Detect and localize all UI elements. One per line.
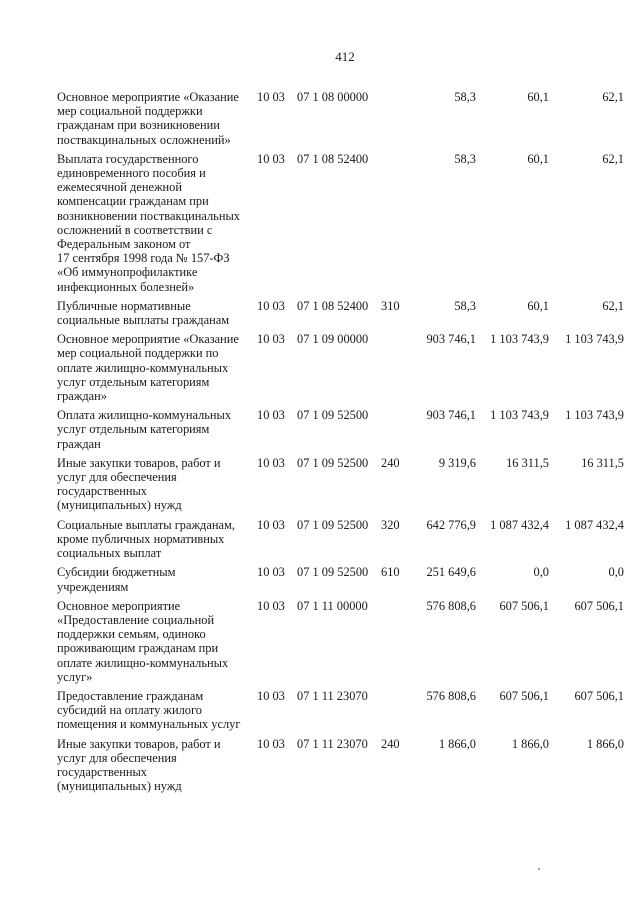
section-code: 10 03 [257,332,285,347]
section-code: 10 03 [257,565,285,580]
amount-year-3: 62,1 [602,90,624,104]
description-line: Социальные выплаты гражданам, [57,517,235,532]
section-code: 10 03 [257,151,285,166]
amount-year-2: 60,1 [527,151,549,166]
description-line: Иные закупки товаров, работ и [57,736,221,751]
description-line: Оплата жилищно-коммунальных [57,408,232,423]
description-line: социальные выплаты гражданам [57,313,230,328]
description-line: услуг для обеспечения [57,470,177,485]
amount-year-3: 1 866,0 [586,736,624,751]
amount-year-3: 0,0 [608,565,624,580]
amount-year-2: 1 103 743,9 [490,408,549,423]
description-line: Иные закупки товаров, работ и [57,455,221,470]
amount-year-2: 607 506,1 [499,688,549,703]
target-article-code: 07 1 09 52500 [297,408,369,423]
description-line: оплате жилищно-коммунальных [57,360,229,375]
description-line: Субсидии бюджетным [57,565,176,580]
row-description [57,152,257,294]
target-article-code: 07 1 08 00000 [297,90,369,104]
description-line: Публичные нормативные [57,298,191,313]
row-description [57,565,257,593]
amount-year-3: 1 087 432,4 [565,517,624,532]
description-line: инфекционных болезней» [57,279,195,294]
description-line: (муниципальных) нужд [57,779,182,794]
description-line: «Предоставление социальной [57,612,215,627]
description-line: услуг отдельным категориям [57,374,210,389]
section-code: 10 03 [257,688,285,703]
amount-year-2: 607 506,1 [499,598,549,613]
description-line: возникновении поствакцинальных [57,208,240,223]
scan-speck [538,868,540,870]
description-line: «Об иммунопрофилактике [57,265,198,280]
description-line: оплате жилищно-коммунальных [57,655,229,670]
amount-year-3: 607 506,1 [574,688,624,703]
description-line: ежемесячной денежной [57,180,182,195]
section-code: 10 03 [257,455,285,470]
amount-year-2: 1 087 432,4 [490,517,549,532]
row-description [57,518,257,561]
expense-type-code: 240 [381,455,400,470]
expense-type-code: 320 [381,517,400,532]
table-row [57,518,627,561]
description-line: гражданам при возникновении [57,118,220,133]
amount-year-1: 251 649,6 [426,565,476,580]
row-description [57,90,257,147]
amount-year-2: 1 103 743,9 [490,332,549,347]
description-line: услуг для обеспечения [57,750,177,765]
section-code: 10 03 [257,90,285,104]
table-row [57,737,627,794]
amount-year-2: 0,0 [533,565,549,580]
description-line: граждан [57,436,101,451]
description-line: компенсации гражданам при [57,194,209,209]
row-description [57,599,257,684]
row-description [57,737,257,794]
amount-year-1: 576 808,6 [426,598,476,613]
table-row [57,90,627,147]
amount-year-3: 62,1 [602,298,624,313]
section-code: 10 03 [257,298,285,313]
target-article-code: 07 1 11 00000 [297,598,368,613]
row-description [57,689,257,732]
description-line: учреждениям [57,579,129,594]
row-description [57,332,257,403]
description-line: государственных [57,484,148,499]
amount-year-3: 1 103 743,9 [565,408,624,423]
description-line: осложнений в соответствии с [57,222,213,237]
table-row [57,599,627,684]
description-line: помещения и коммунальных услуг [57,717,241,732]
page-number: 412 [335,49,355,64]
description-line: социальных выплат [57,546,162,561]
section-code: 10 03 [257,736,285,751]
description-line: единовременного пособия и [57,166,206,181]
row-description [57,299,257,327]
description-line: поствакцинальных осложнений» [57,132,231,147]
description-line: (муниципальных) нужд [57,498,182,513]
description-line: граждан» [57,389,107,404]
table-row [57,456,627,513]
target-article-code: 07 1 09 52500 [297,455,369,470]
amount-year-1: 9 319,6 [438,455,476,470]
expense-type-code: 610 [381,565,400,580]
amount-year-2: 60,1 [527,90,549,104]
table-row [57,332,627,403]
target-article-code: 07 1 11 23070 [297,688,368,703]
amount-year-1: 576 808,6 [426,688,476,703]
amount-year-1: 642 776,9 [426,517,476,532]
description-line: государственных [57,764,148,779]
description-line: мер социальной поддержки [57,104,203,119]
amount-year-1: 903 746,1 [426,332,476,347]
table-row [57,565,627,593]
section-code: 10 03 [257,598,285,613]
description-line: Предоставление гражданам [57,688,204,703]
amount-year-2: 60,1 [527,298,549,313]
description-line: услуг отдельным категориям [57,422,210,437]
row-description [57,408,257,451]
amount-year-1: 58,3 [454,90,476,104]
expense-type-code: 240 [381,736,400,751]
amount-year-2: 1 866,0 [511,736,549,751]
description-line: проживающим гражданам при [57,641,219,656]
target-article-code: 07 1 08 52400 [297,298,369,313]
row-description [57,456,257,513]
table-row [57,408,627,451]
description-line: 17 сентября 1998 года № 157-ФЗ [57,251,230,266]
target-article-code: 07 1 09 52500 [297,565,369,580]
description-line: Основное мероприятие [57,598,181,613]
table-row [57,299,627,327]
description-line: кроме публичных нормативных [57,531,225,546]
budget-table [57,90,627,798]
amount-year-1: 58,3 [454,151,476,166]
target-article-code: 07 1 09 00000 [297,332,369,347]
description-line: Выплата государственного [57,151,199,166]
amount-year-1: 58,3 [454,298,476,313]
amount-year-1: 1 866,0 [438,736,476,751]
description-line: субсидий на оплату жилого [57,703,202,718]
target-article-code: 07 1 11 23070 [297,736,368,751]
amount-year-2: 16 311,5 [506,455,549,470]
description-line: поддержки семьям, одиноко [57,627,206,642]
expense-type-code: 310 [381,298,400,313]
description-line: мер социальной поддержки по [57,346,219,361]
description-line: Основное мероприятие «Оказание [57,332,239,347]
amount-year-3: 607 506,1 [574,598,624,613]
amount-year-3: 1 103 743,9 [565,332,624,347]
amount-year-1: 903 746,1 [426,408,476,423]
amount-year-3: 62,1 [602,151,624,166]
target-article-code: 07 1 09 52500 [297,517,369,532]
amount-year-3: 16 311,5 [581,455,624,470]
target-article-code: 07 1 08 52400 [297,151,369,166]
description-line: Федеральным законом от [57,237,191,252]
description-line: услуг» [57,669,93,684]
section-code: 10 03 [257,517,285,532]
table-row [57,152,627,294]
section-code: 10 03 [257,408,285,423]
description-line: Основное мероприятие «Оказание [57,90,239,104]
table-row [57,689,627,732]
